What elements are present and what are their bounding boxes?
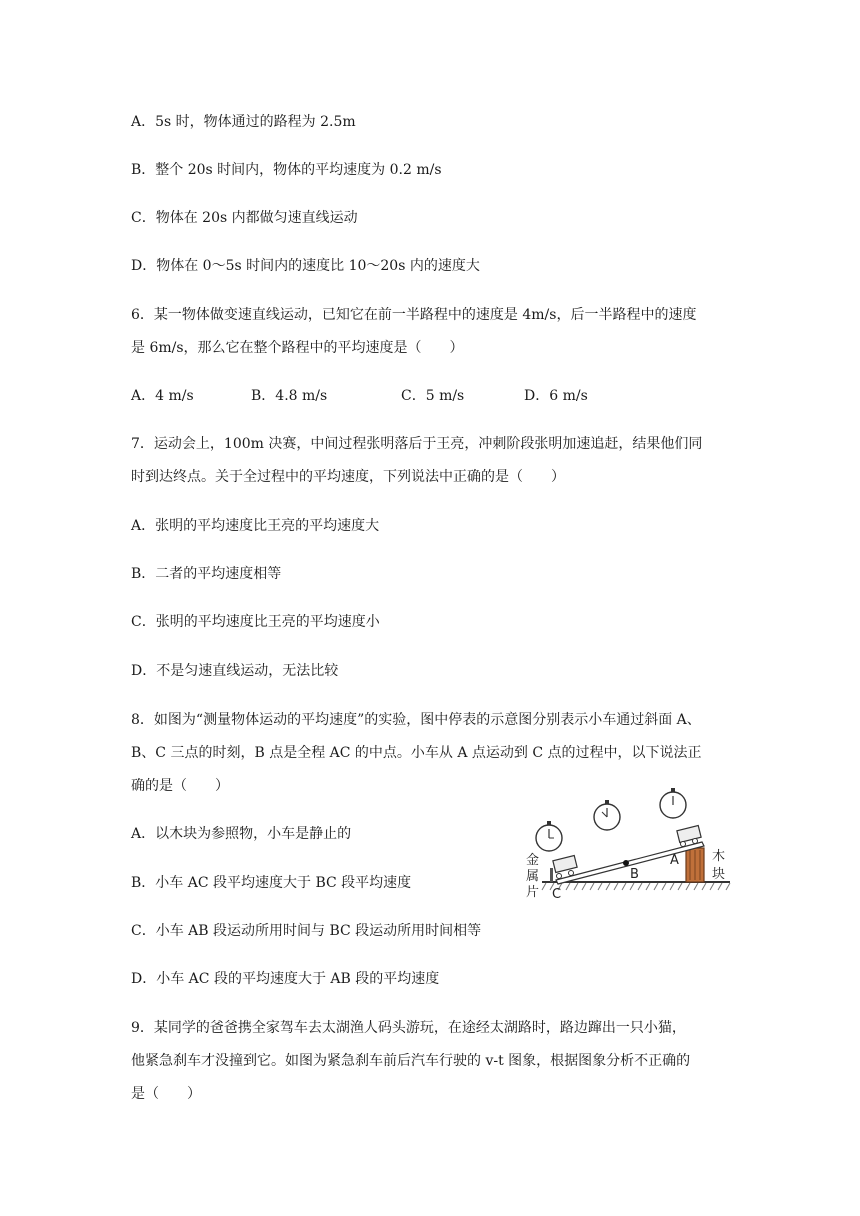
q6-stem-line2: 是 6m/s，那么它在整个路程中的平均速度是（ ） <box>131 340 464 356</box>
q7-stem-line1: 7．运动会上，100m 决赛，中间过程张明落后于王亮，冲刺阶段张明加速追赶，结果他们同 <box>131 436 703 452</box>
metal-sheet <box>550 868 553 882</box>
stopwatch-b <box>594 800 620 830</box>
q6-option-d: D．6 m/s <box>524 388 588 404</box>
q6-stem-line1: 6．某一物体做变速直线运动，已知它在前一半路程中的速度是 4m/s，后一半路程中的速度 <box>131 307 697 323</box>
q6-option-c: C．5 m/s <box>401 388 465 404</box>
q6-option-b: B．4.8 m/s <box>251 388 328 404</box>
ground-hatch <box>542 883 730 890</box>
label-pian: 片 <box>526 885 540 900</box>
q7-stem-line2: 时到达终点。关于全过程中的平均速度，下列说法中正确的是（ ） <box>131 469 565 485</box>
q5-option-d: D．物体在 0～5s 时间内的速度比 10～20s 内的速度大 <box>131 258 480 274</box>
label-a: A <box>670 853 679 868</box>
label-b: B <box>630 867 639 882</box>
stopwatch-a <box>660 788 686 818</box>
q9-stem-line1: 9．某同学的爸爸携全家驾车去太湖渔人码头游玩，在途经太湖路时，路边蹿出一只小猫， <box>131 1020 686 1036</box>
q7-option-d: D．不是匀速直线运动，无法比较 <box>131 663 339 679</box>
q7-option-a: A．张明的平均速度比王亮的平均速度大 <box>131 518 380 534</box>
q8-option-d: D．小车 AC 段的平均速度大于 AB 段的平均速度 <box>131 971 440 987</box>
label-c: C <box>552 887 562 902</box>
incline-diagram <box>522 786 732 902</box>
q5-option-c: C．物体在 20s 内都做匀速直线运动 <box>131 210 358 226</box>
q9-stem-line3: 是（ ） <box>131 1086 201 1102</box>
q7-option-c: C．张明的平均速度比王亮的平均速度小 <box>131 614 380 630</box>
q6-options <box>131 386 731 406</box>
q7-option-b: B．二者的平均速度相等 <box>131 566 282 582</box>
q8-stem-line2: B、C 三点的时刻，B 点是全程 AC 的中点。小车从 A 点运动到 C 点的过程中，以下说法正 <box>131 745 702 761</box>
label-shu: 属 <box>526 869 540 884</box>
q8-option-a: A．以木块为参照物，小车是静止的 <box>131 826 352 842</box>
q8-stem-line3: 确的是（ ） <box>131 778 229 794</box>
q8-option-c: C．小车 AB 段运动所用时间与 BC 段运动所用时间相等 <box>131 923 482 939</box>
q9-stem-line2: 他紧急刹车才没撞到它。如图为紧急刹车前后汽车行驶的 v-t 图象，根据图象分析不正确的 <box>131 1053 691 1069</box>
q8-option-b: B．小车 AC 段平均速度大于 BC 段平均速度 <box>131 875 412 891</box>
q6-option-a: A．4 m/s <box>131 388 194 404</box>
q5-option-b: B．整个 20s 时间内，物体的平均速度为 0.2 m/s <box>131 162 442 178</box>
label-kuai: 块 <box>712 867 726 882</box>
label-jin: 金 <box>526 853 540 868</box>
incline-experiment-figure <box>522 786 732 902</box>
q8-stem-line1: 8．如图为“测量物体运动的平均速度”的实验，图中停表的示意图分别表示小车通过斜面 A、 <box>131 712 701 728</box>
q5-option-a: A．5s 时，物体通过的路程为 2.5m <box>131 114 356 130</box>
stopwatch-c <box>536 821 562 851</box>
label-mu: 木 <box>712 849 726 864</box>
point-b-dot <box>623 860 629 866</box>
